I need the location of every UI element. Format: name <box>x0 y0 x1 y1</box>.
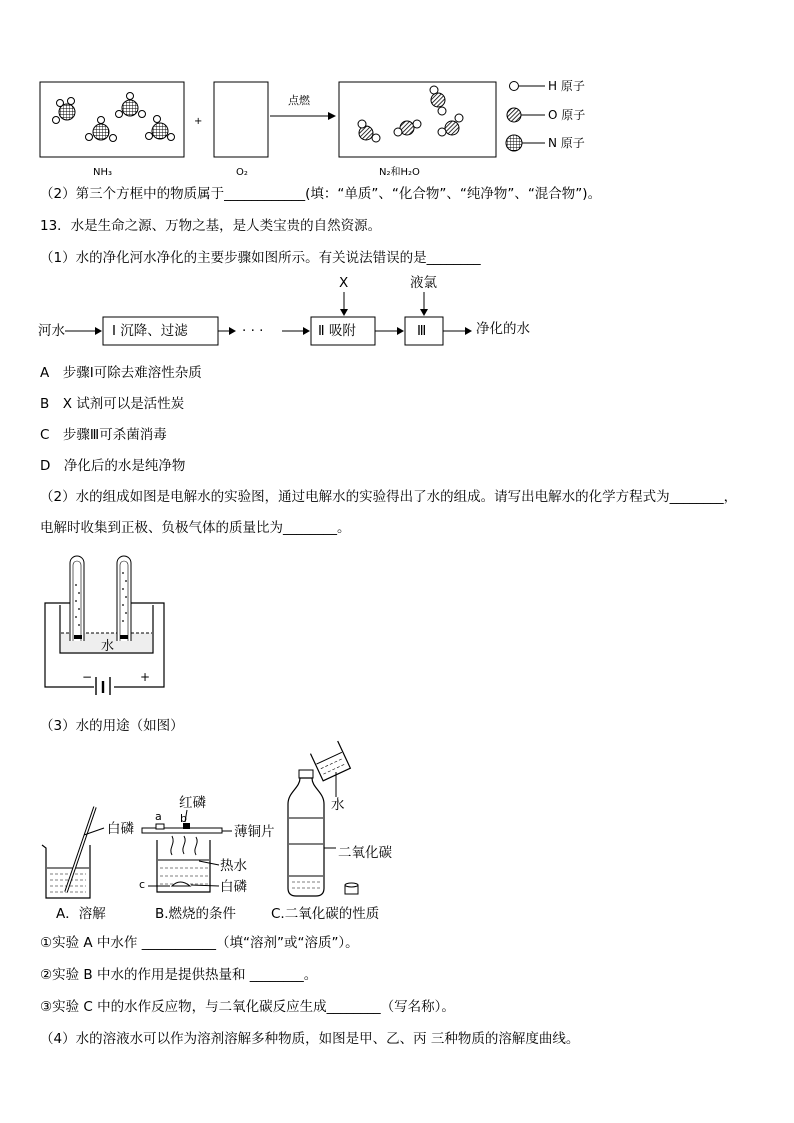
white-phosphorus-a: 白磷 <box>107 821 134 837</box>
option-b: B X 试剂可以是活性炭 <box>40 396 185 412</box>
flow-dots: · · · <box>242 323 264 339</box>
option-a: A 步骤Ⅰ可除去难溶性杂质 <box>40 365 202 381</box>
water-label: 水 <box>101 639 115 654</box>
flow-step-3: Ⅲ <box>417 323 427 339</box>
h2o-molecule <box>358 120 380 142</box>
electrolysis-svg <box>0 545 794 695</box>
question-13-2-line2: 电解时收集到正极、负极气体的质量比为________。 <box>40 520 351 536</box>
n2-molecule <box>430 86 446 115</box>
o2-label: O₂ <box>236 167 248 178</box>
nh3-box <box>40 82 184 157</box>
ignition-condition: 点燃 <box>288 94 310 107</box>
apparatus-a-caption: A．溶解 <box>56 906 106 922</box>
product-label: N₂和H₂O <box>379 167 420 178</box>
label-a: a <box>155 810 162 823</box>
apparatus-c-caption: C.二氧化碳的性质 <box>271 906 380 922</box>
flow-step-1: Ⅰ 沉降、过滤 <box>112 323 188 339</box>
h2o-molecule <box>394 120 421 136</box>
red-phosphorus: 红磷 <box>179 795 206 811</box>
co2-label: 二氧化碳 <box>338 845 392 861</box>
option-d: D 净化后的水是纯净物 <box>40 458 186 474</box>
question-13-4: （4）水的溶液水可以作为溶剂溶解多种物质，如图是甲、乙、丙 三种物质的溶解度曲线。 <box>40 1031 580 1047</box>
flow-reagent-x: X <box>339 275 349 291</box>
flow-end: 净化的水 <box>476 321 530 337</box>
positive-terminal: + <box>140 670 151 684</box>
flow-step-2: Ⅱ 吸附 <box>318 323 356 339</box>
o2-box <box>214 82 268 157</box>
nh3-molecule <box>116 93 146 118</box>
question-13-intro: 13．水是生命之源、万物之基，是人类宝贵的自然资源。 <box>40 218 382 234</box>
nh3-molecule <box>146 116 175 141</box>
reaction-svg <box>0 0 794 185</box>
flow-start: 河水 <box>38 323 65 339</box>
negative-terminal: − <box>82 670 93 684</box>
water-pour-label: 水 <box>331 797 345 813</box>
nh3-molecule <box>53 98 76 124</box>
legend-h: H 原子 <box>548 79 585 93</box>
question-c: ③实验 C 中的水作反应物，与二氧化碳反应生成________（写名称）。 <box>40 999 455 1015</box>
label-c: c <box>139 878 146 891</box>
flow-reagent-chlorine: 液氯 <box>410 275 437 291</box>
legend-n: N 原子 <box>548 136 585 150</box>
product-box <box>339 82 496 157</box>
nh3-label: NH₃ <box>93 167 113 178</box>
question-12-2: （2）第三个方框中的物质属于____________(填：“单质”、“化合物”、“纯净物”、“混合物”)。 <box>40 186 602 202</box>
nh3-molecule <box>86 117 117 142</box>
question-a: ①实验 A 中水作 ___________（填“溶剂”或“溶质”）。 <box>40 935 359 951</box>
label-b: b <box>180 812 187 825</box>
copper-sheet: 薄铜片 <box>234 824 275 840</box>
option-c: C 步骤Ⅲ可杀菌消毒 <box>40 427 167 443</box>
question-13-1: （1）水的净化河水净化的主要步骤如图所示。有关说法错误的是________ <box>40 250 481 266</box>
flow-svg <box>0 270 794 355</box>
hot-water: 热水 <box>220 858 247 874</box>
question-b: ②实验 B 中水的作用是提供热量和 ________。 <box>40 967 318 983</box>
question-13-2-line1: （2）水的组成如图是电解水的实验图，通过电解水的实验得出了水的组成。请写出电解水的化学方程式为________， <box>40 489 738 505</box>
white-phosphorus-b: 白磷 <box>220 879 247 895</box>
question-13-3: （3）水的用途（如图） <box>40 718 184 734</box>
plus-sign: + <box>194 116 203 127</box>
legend-o: O 原子 <box>548 108 586 122</box>
apparatus-b-caption: B.燃烧的条件 <box>155 906 237 922</box>
h2o-molecule <box>438 114 463 136</box>
